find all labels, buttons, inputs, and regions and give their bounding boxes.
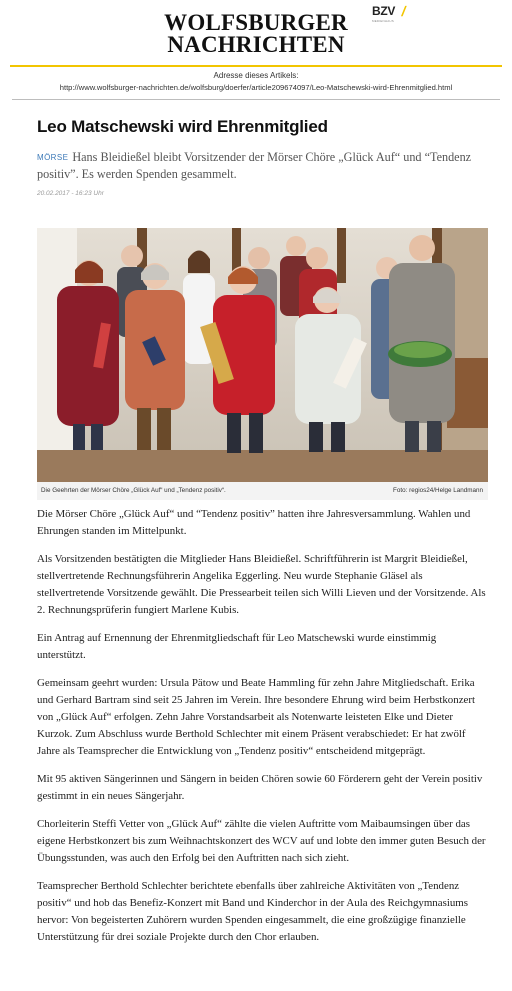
masthead-divider	[10, 65, 502, 67]
article-dateline: 20.02.2017 - 16:23 Uhr	[37, 190, 104, 197]
article-photo	[37, 228, 488, 482]
article-teaser	[37, 149, 477, 182]
paragraph: Chorleiterin Steffi Vetter von „Glück Auf“ zählte die vielen Auftritte vom Maibaumsingen über das eigene Herbstkonzert bis zum Weihnachtskonzert des WCV auf und lobte den immer guten Besuch der Übungsstunden, was auch den Erfolg bei den Auftritten nach sich zieht.	[37, 818, 486, 864]
bzv-logo-subtitle: MEDIENHAUS	[372, 19, 395, 23]
paragraph: Ein Antrag auf Ernennung der Ehrenmitgliedschaft für Leo Matschewski wurde einstimmig unterstützt.	[37, 632, 437, 661]
group-photo-illustration	[37, 228, 488, 482]
logo-line-1: WOLFSBURGER	[164, 10, 348, 35]
masthead	[0, 0, 512, 66]
newspaper-logo[interactable]	[0, 12, 512, 56]
paragraph: Die Mörser Chöre „Glück Auf“ und “Tendenz positiv” hatten ihre Jahresversammlung. Wahlen und Ehrungen standen im Mittelpunkt.	[37, 508, 471, 537]
address-divider	[12, 99, 500, 100]
photo-credit: Foto: regios24/Helge Landmann	[393, 487, 483, 494]
photo-caption-bar	[37, 482, 488, 500]
paragraph: Als Vorsitzenden bestätigten die Mitglieder Hans Bleidießel. Schriftführerin ist Margrit Bleidießel, stellvertretende Rechnungsführerin Angelika Eggerling. Neu wurde Stephanie Gläsel als stellvertretende Vorsitzende gewählt. Die Pressearbeit teilen sich Willi Lieven und der Vorsitzende. Als 2. Rechnungsprüferin fungiert Marlene Kubis.	[37, 553, 486, 616]
address-label: Adresse dieses Artikels:	[213, 71, 299, 80]
logo-line-2: NACHRICHTEN	[167, 32, 345, 57]
article-kicker[interactable]: MÖRSE	[37, 153, 69, 162]
teaser-text: Hans Bleidießel bleibt Vorsitzender der Mörser Chöre „Glück Auf“ und “Tendenz positiv”. Es werden Spenden gesammelt.	[37, 150, 472, 181]
article-headline: Leo Matschewski wird Ehrenmitglied	[37, 117, 328, 136]
bzv-slash-icon: /	[400, 3, 408, 19]
paragraph: Gemeinsam geehrt wurden: Ursula Pätow und Beate Hammling für zehn Jahre Mitgliedschaft. Erika und Gerhard Bartram sind seit 25 Jahren im Verein. Ihre besondere Ehrung wird beim Herbstkonzert von „Glück Auf“ erfolgen. Zehn Jahre Vorstandsarbeit als Notenwarte leisteten Elke und Dieter Kurzok. Zum Abschluss wurde Berthold Schlechter mit einem Präsent verabschiedet: Er hat zwölf Jahre als Teamsprecher die Entwicklung von „Tendenz positiv“ entscheidend mitgeprägt.	[37, 677, 476, 757]
bzv-logo[interactable]	[372, 4, 416, 26]
bzv-logo-text: BZV	[372, 4, 396, 18]
photo-caption: Die Geehrten der Mörser Chöre „Glück Auf“ und „Tendenz positiv“.	[41, 487, 226, 494]
paragraph: Teamsprecher Berthold Schlechter berichtete ebenfalls über zahlreiche Aktivitäten von „Tendenz positiv“ und hob das Benefiz-Konzert mit Band und Kinderchor in der Aula des Reichgymnasiums hervor: Von begeisterten Zuhörern wurden Spenden eingesammelt, die eine großzügige finanzielle Unterstützung für drei soziale Projekte durch den Chor erlauben.	[37, 880, 468, 943]
article-url[interactable]: http://www.wolfsburger-nachrichten.de/wolfsburg/doerfer/article209674097/Leo-Matschewski-wird-Ehrenmitglied.html	[59, 83, 453, 92]
article-body	[37, 506, 487, 957]
paragraph: Mit 95 aktiven Sängerinnen und Sängern in beiden Chören sowie 60 Förderern geht der Verein positiv gestimmt in ein neues Sängerjahr.	[37, 773, 483, 802]
